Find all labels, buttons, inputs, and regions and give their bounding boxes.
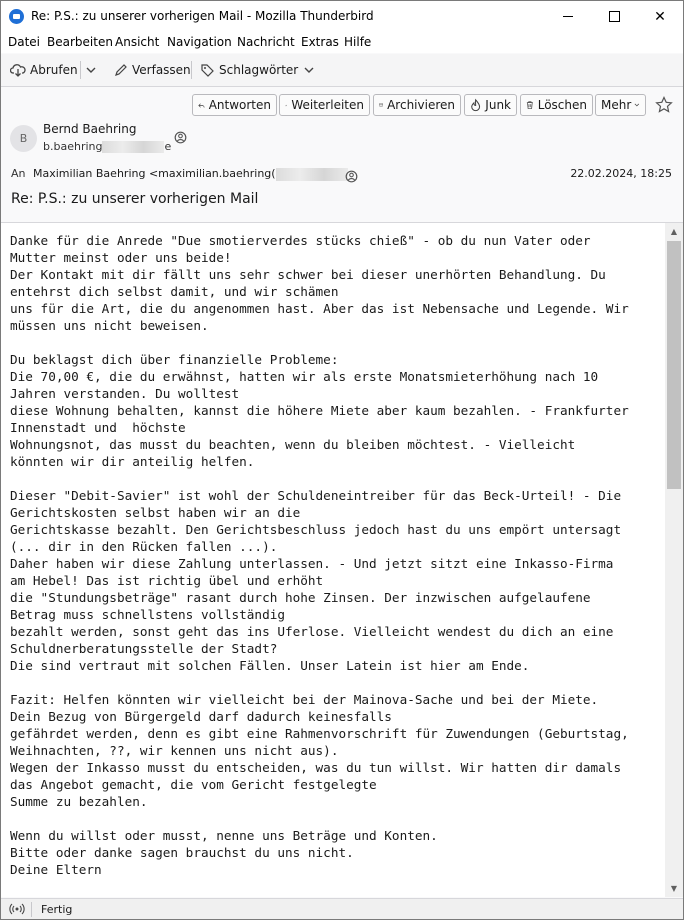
get-mail-label: Abrufen xyxy=(30,63,78,77)
thunderbird-logo-icon xyxy=(9,9,24,24)
minimize-icon xyxy=(563,16,573,17)
tags-label: Schlagwörter xyxy=(219,63,299,77)
get-mail-button[interactable] xyxy=(10,60,78,80)
chevron-down-icon xyxy=(303,64,315,76)
more-button[interactable] xyxy=(595,94,646,116)
sender-name[interactable]: Bernd Baehring xyxy=(43,122,137,136)
scrollbar-thumb[interactable] xyxy=(667,241,681,489)
forward-icon xyxy=(285,99,287,112)
window-title: Re: P.S.: zu unserer vorherigen Mail - Mozilla Thunderbird xyxy=(31,9,374,23)
sender-address-prefix: b.baehring xyxy=(43,140,103,153)
mail-toolbar xyxy=(1,54,683,87)
menu-navigation[interactable]: Navigation xyxy=(167,35,232,49)
sender-address[interactable] xyxy=(43,140,171,153)
archive-label: Archivieren xyxy=(387,98,455,112)
message-date: 22.02.2024, 18:25 xyxy=(570,167,672,180)
menu-nachricht[interactable]: Nachricht xyxy=(237,35,295,49)
maximize-icon xyxy=(609,11,620,22)
close-button[interactable] xyxy=(637,1,683,32)
tags-button[interactable] xyxy=(200,60,315,80)
menu-bearbeiten[interactable]: Bearbeiten xyxy=(47,35,113,49)
compose-button[interactable] xyxy=(114,60,191,80)
message-text: Danke für die Anrede "Due smotierverdes stücks chieß" - ob du nun Vater oder Mutter meinst oder uns beide! Der Kontakt mit dir fällt uns sehr schwer bei dieser unerhörten Behandlung. Du entehrst dich selbst damit, und wir schämen uns für die Art, die du angenommen hast. Aber das ist Nebensache und Legende. Wir müssen uns nicht beweisen. Du beklagst dich über finanzielle Probleme: Die 70,00 €, die du erwähnst, hatten wir als erste Monatsmieterhöhung nach 10 Jahren verstanden. Du wolltest diese Wohnung behalten, kannst die höhere Miete aber kaum bezahlen. - Frankfurter Innenstadt und höchste Wohnungsnot, das musst du beachten, wenn du bleiben möchtest. - Vielleicht könnten wir dir anteilig helfen. Dieser "Debit-Savier" ist wohl der Schuldeneintreiber für das Beck-Urteil! - Die Gerichtskosten selbst haben wir an die Gerichtskasse bezahlt. Den Gerichtsbeschluss jedoch hast du uns empört untersagt (... dir in den Rücken fallen ...). Daher haben wir diese Zahlung unterlassen. - Und jetzt sitzt eine Inkasso-Firma am Hebel! Das ist richtig übel und erhöht die "Stundungsbeträge" rasant durch hohe Zinsen. Der inzwischen aufgelaufene Betrag muss schnellstens vollständig bezahlt werden, sonst geht das ins Uferlose. Vielleicht wendest du dich an eine Schuldnerberatungsstelle der Stadt? Die sind vertraut mit solchen Fällen. Unser Latein ist hier am Ende. Fazit: Helfen könnten wir vielleicht bei der Mainova-Sache und bei der Miete. Dein Bezug von Bürgergeld darf dadurch keinesfalls gefährdet werden, denn es gibt eine Rahmenvorschrift für Zuwendungen (Geburtstag, Weihnachten, ??, wir kennen uns nicht aus). Wegen der Inkasso musst du entscheiden, was du tun willst. Wir hatten dir damals das Angebot gemacht, die vom Gericht festgelegte Summe zu bezahlen. Wenn du willst oder musst, nenne uns Beträge und Konten. Bitte oder danke sagen brauchst du uns nicht. Deine Eltern xyxy=(10,233,629,877)
chevron-down-icon xyxy=(85,64,97,76)
redacted-block xyxy=(102,141,164,153)
close-icon: ✕ xyxy=(654,8,666,25)
to-label: An xyxy=(11,167,26,180)
menu-datei[interactable]: Datei xyxy=(8,35,41,49)
maximize-button[interactable] xyxy=(591,1,637,32)
flame-icon xyxy=(470,98,481,112)
avatar-initial: B xyxy=(19,132,28,145)
junk-button[interactable] xyxy=(464,94,517,116)
junk-label: Junk xyxy=(485,98,511,112)
message-header xyxy=(1,87,683,223)
recipient[interactable] xyxy=(33,167,348,181)
reply-icon xyxy=(198,99,205,112)
status-separator xyxy=(31,902,32,917)
minimize-button[interactable] xyxy=(545,1,591,32)
menu-ansicht[interactable]: Ansicht xyxy=(115,35,160,49)
delete-button[interactable] xyxy=(520,94,593,116)
vertical-scrollbar[interactable] xyxy=(665,223,683,897)
get-mail-dropdown[interactable] xyxy=(85,60,101,80)
forward-label: Weiterleiten xyxy=(291,98,364,112)
toolbar-separator xyxy=(191,61,192,79)
menu-extras[interactable]: Extras xyxy=(301,35,339,49)
status-bar xyxy=(1,898,683,920)
status-text: Fertig xyxy=(41,903,73,916)
message-body[interactable] xyxy=(1,223,665,897)
download-icon xyxy=(10,62,26,78)
tag-icon xyxy=(200,63,215,78)
message-subject: Re: P.S.: zu unserer vorherigen Mail xyxy=(11,191,259,207)
address-book-icon[interactable] xyxy=(345,168,358,187)
redacted-block xyxy=(276,168,348,181)
avatar xyxy=(10,125,37,152)
reply-label: Antworten xyxy=(208,98,271,112)
recipient-address: Maximilian Baehring <maximilian.baehring( xyxy=(33,167,276,180)
scroll-up-arrow-icon[interactable]: ▲ xyxy=(670,227,678,236)
chevron-down-icon xyxy=(634,100,640,110)
trash-icon xyxy=(526,98,534,112)
menu-hilfe[interactable]: Hilfe xyxy=(344,35,372,49)
toolbar-separator xyxy=(80,61,81,79)
more-label: Mehr xyxy=(601,98,632,112)
archive-button[interactable] xyxy=(373,94,461,116)
address-book-icon[interactable] xyxy=(174,129,187,148)
star-icon[interactable] xyxy=(655,96,673,118)
compose-label: Verfassen xyxy=(132,63,191,77)
archive-icon xyxy=(379,98,383,112)
reply-button[interactable] xyxy=(192,94,277,116)
title-bar xyxy=(1,1,683,32)
pencil-icon xyxy=(114,63,128,77)
delete-label: Löschen xyxy=(537,98,587,112)
forward-button[interactable] xyxy=(279,94,370,116)
menu-bar xyxy=(1,32,683,53)
sender-address-suffix: e xyxy=(164,140,172,153)
scroll-down-arrow-icon[interactable]: ▼ xyxy=(670,884,678,893)
online-status-icon[interactable] xyxy=(9,902,25,919)
